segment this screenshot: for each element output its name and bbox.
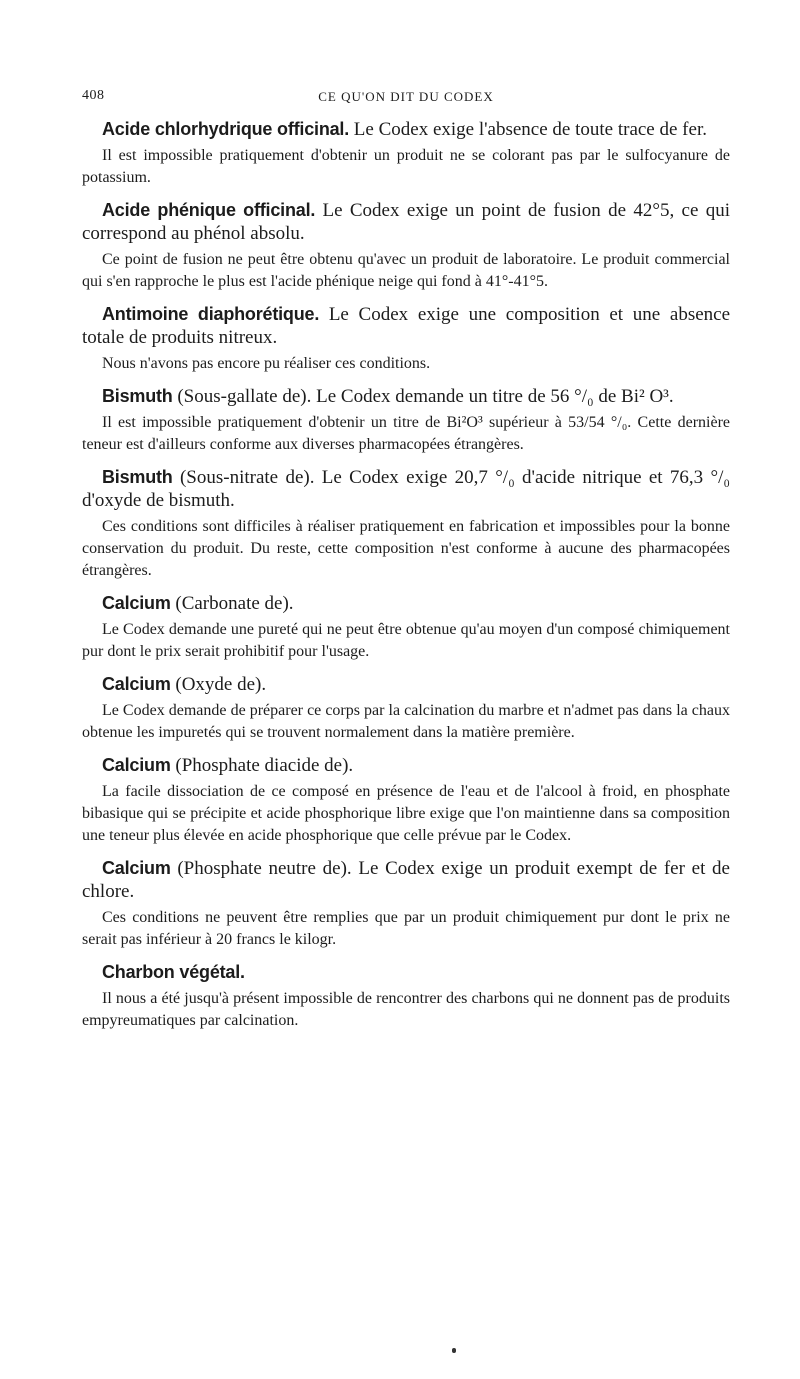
entry-term: Acide chlorhydrique officinal. [102, 119, 350, 139]
entry-term: Calcium [102, 755, 171, 775]
entry-antimoine [82, 303, 730, 375]
entry-term: Calcium [102, 593, 171, 613]
entry-body: Ce point de fusion ne peut être obtenu qu'avec un produit de laboratoire. Le produit commercial qui s'en rapproche le plus est l'acide phénique neige qui fond à 41°-41°5. [82, 251, 730, 290]
entry-calcium-phosphate-neutre [82, 857, 730, 951]
entry-lead-text: Le Codex exige une composition et une absence totale de produits nitreux. [82, 304, 731, 348]
entry-calcium-oxyde [82, 673, 730, 744]
entry-lead-text: Le Codex exige un point de fusion de 42°5, ce qui correspond au phénol absolu. [82, 200, 730, 244]
entry-body: Il est impossible pratiquement d'obtenir un produit ne se colorant pas par le sulfocyanure de potassium. [82, 147, 730, 186]
entry-body: Nous n'avons pas encore pu réaliser ces conditions. [102, 355, 431, 372]
entry-bismuth-sous-nitrate [82, 466, 730, 582]
entry-body: Le Codex demande de préparer ce corps par la calcination du marbre et n'admet pas dans la chaux obtenue les impuretés qui se trouvent normalement dans la matière première. [82, 702, 730, 741]
entry-lead-text: (Phosphate diacide de). [170, 755, 354, 776]
entry-term: Antimoine diaphorétique. [102, 304, 320, 324]
entry-term: Acide phénique officinal. [102, 200, 316, 220]
book-page [82, 86, 730, 1032]
entry-bismuth-sous-gallate [82, 385, 730, 456]
entry-body: La facile dissociation de ce composé en présence de l'eau et de l'alcool à froid, en phosphate bibasique qui se précipite et acide phosphorique libre exige que l'on maintienne dans sa composition une teneur plus élevée en acide phosphorique que celle prévue par le Codex. [82, 783, 730, 844]
page-number: 408 [82, 88, 105, 103]
entry-body: Il est impossible pratiquement d'obtenir un titre de Bi²O³ supérieur à 53/54 °/₀. Cette dernière teneur est d'ailleurs conforme aux diverses pharmacopées étrangères. [82, 414, 730, 453]
running-title: CE QU'ON DIT DU CODEX [318, 89, 494, 104]
entry-term: Bismuth [102, 386, 173, 406]
entry-lead-text: (Carbonate de). [170, 593, 294, 614]
entry-acide-chlorhydrique [82, 118, 730, 189]
entry-term: Calcium [102, 674, 171, 694]
entry-term: Calcium [102, 858, 171, 878]
entry-body: Il nous a été jusqu'à présent impossible de rencontrer des charbons qui ne donnent pas de produits empyreumatiques par calcination. [82, 990, 730, 1029]
entry-term: Charbon végétal. [102, 962, 245, 982]
entry-term: Bismuth [102, 467, 173, 487]
entry-lead-text: (Oxyde de). [170, 674, 267, 695]
entry-calcium-phosphate-diacide [82, 754, 730, 847]
entry-lead-text: (Sous-gallate de). Le Codex demande un titre de 56 °/₀ de Bi² O³. [172, 386, 674, 407]
entry-acide-phenique [82, 199, 730, 293]
entry-lead-text: (Phosphate neutre de). Le Codex exige un produit exempt de fer et de chlore. [82, 858, 730, 902]
entry-body: Le Codex demande une pureté qui ne peut être obtenue qu'au moyen d'un composé chimiquement pur dont le prix serait prohibitif pour l'usage. [82, 621, 730, 660]
page-speck [452, 1348, 456, 1353]
entry-lead-text: (Sous-nitrate de). Le Codex exige 20,7 °/₀ d'acide nitrique et 76,3 °/₀ d'oxyde de bismuth. [82, 467, 730, 511]
entry-calcium-carbonate [82, 592, 730, 663]
page-header [82, 86, 730, 108]
entry-lead-text: Le Codex exige l'absence de toute trace de fer. [349, 119, 707, 140]
entry-body: Ces conditions ne peuvent être remplies que par un produit chimiquement pur dont le prix ne serait pas inférieur à 20 francs le kilogr. [82, 909, 730, 948]
entry-body: Ces conditions sont difficiles à réaliser pratiquement en fabrication et impossibles pour la bonne conservation du produit. Du reste, cette composition n'est conforme à aucune des pharmacopées étrangères. [82, 518, 730, 579]
entry-charbon-vegetal [82, 961, 730, 1032]
